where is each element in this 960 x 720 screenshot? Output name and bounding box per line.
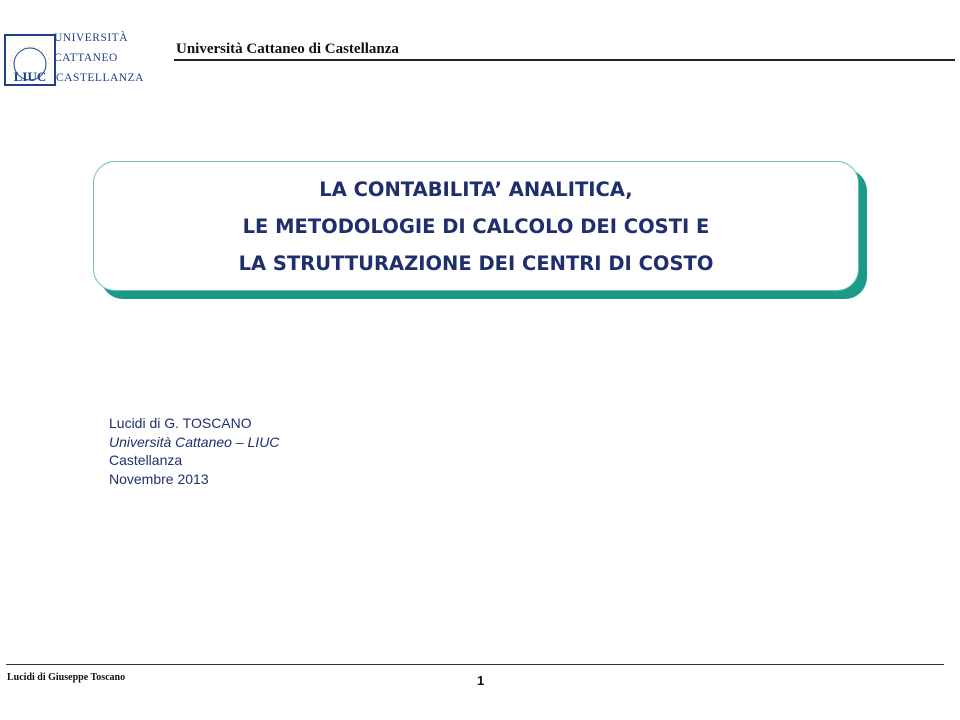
title-line-3: LA STRUTTURAZIONE DEI CENTRI DI COSTO bbox=[238, 251, 714, 275]
logo-text-line2: CATTANEO bbox=[54, 52, 118, 64]
logo-text-line3: CASTELLANZA bbox=[56, 72, 144, 84]
liuc-logo-icon bbox=[4, 34, 56, 86]
header-title: Università Cattaneo di Castellanza bbox=[176, 41, 399, 57]
author-block bbox=[109, 414, 279, 488]
svg-text:LIUC: LIUC bbox=[13, 69, 47, 84]
footer-divider bbox=[6, 664, 944, 665]
title-line-1: LA CONTABILITA’ ANALITICA, bbox=[319, 177, 633, 201]
author-date: Novembre 2013 bbox=[109, 470, 209, 487]
page-number: 1 bbox=[477, 673, 485, 688]
author-credit: Lucidi di G. TOSCANO bbox=[109, 415, 252, 431]
title-box bbox=[93, 161, 859, 291]
footer-credit: Lucidi di Giuseppe Toscano bbox=[7, 672, 126, 683]
author-institution: Università Cattaneo – LIUC bbox=[109, 433, 280, 450]
title-line-2: LE METODOLOGIE DI CALCOLO DEI COSTI E bbox=[242, 214, 710, 238]
header-divider bbox=[174, 59, 955, 61]
logo-text-line1: UNIVERSITÀ bbox=[54, 32, 128, 44]
author-city: Castellanza bbox=[109, 452, 183, 468]
